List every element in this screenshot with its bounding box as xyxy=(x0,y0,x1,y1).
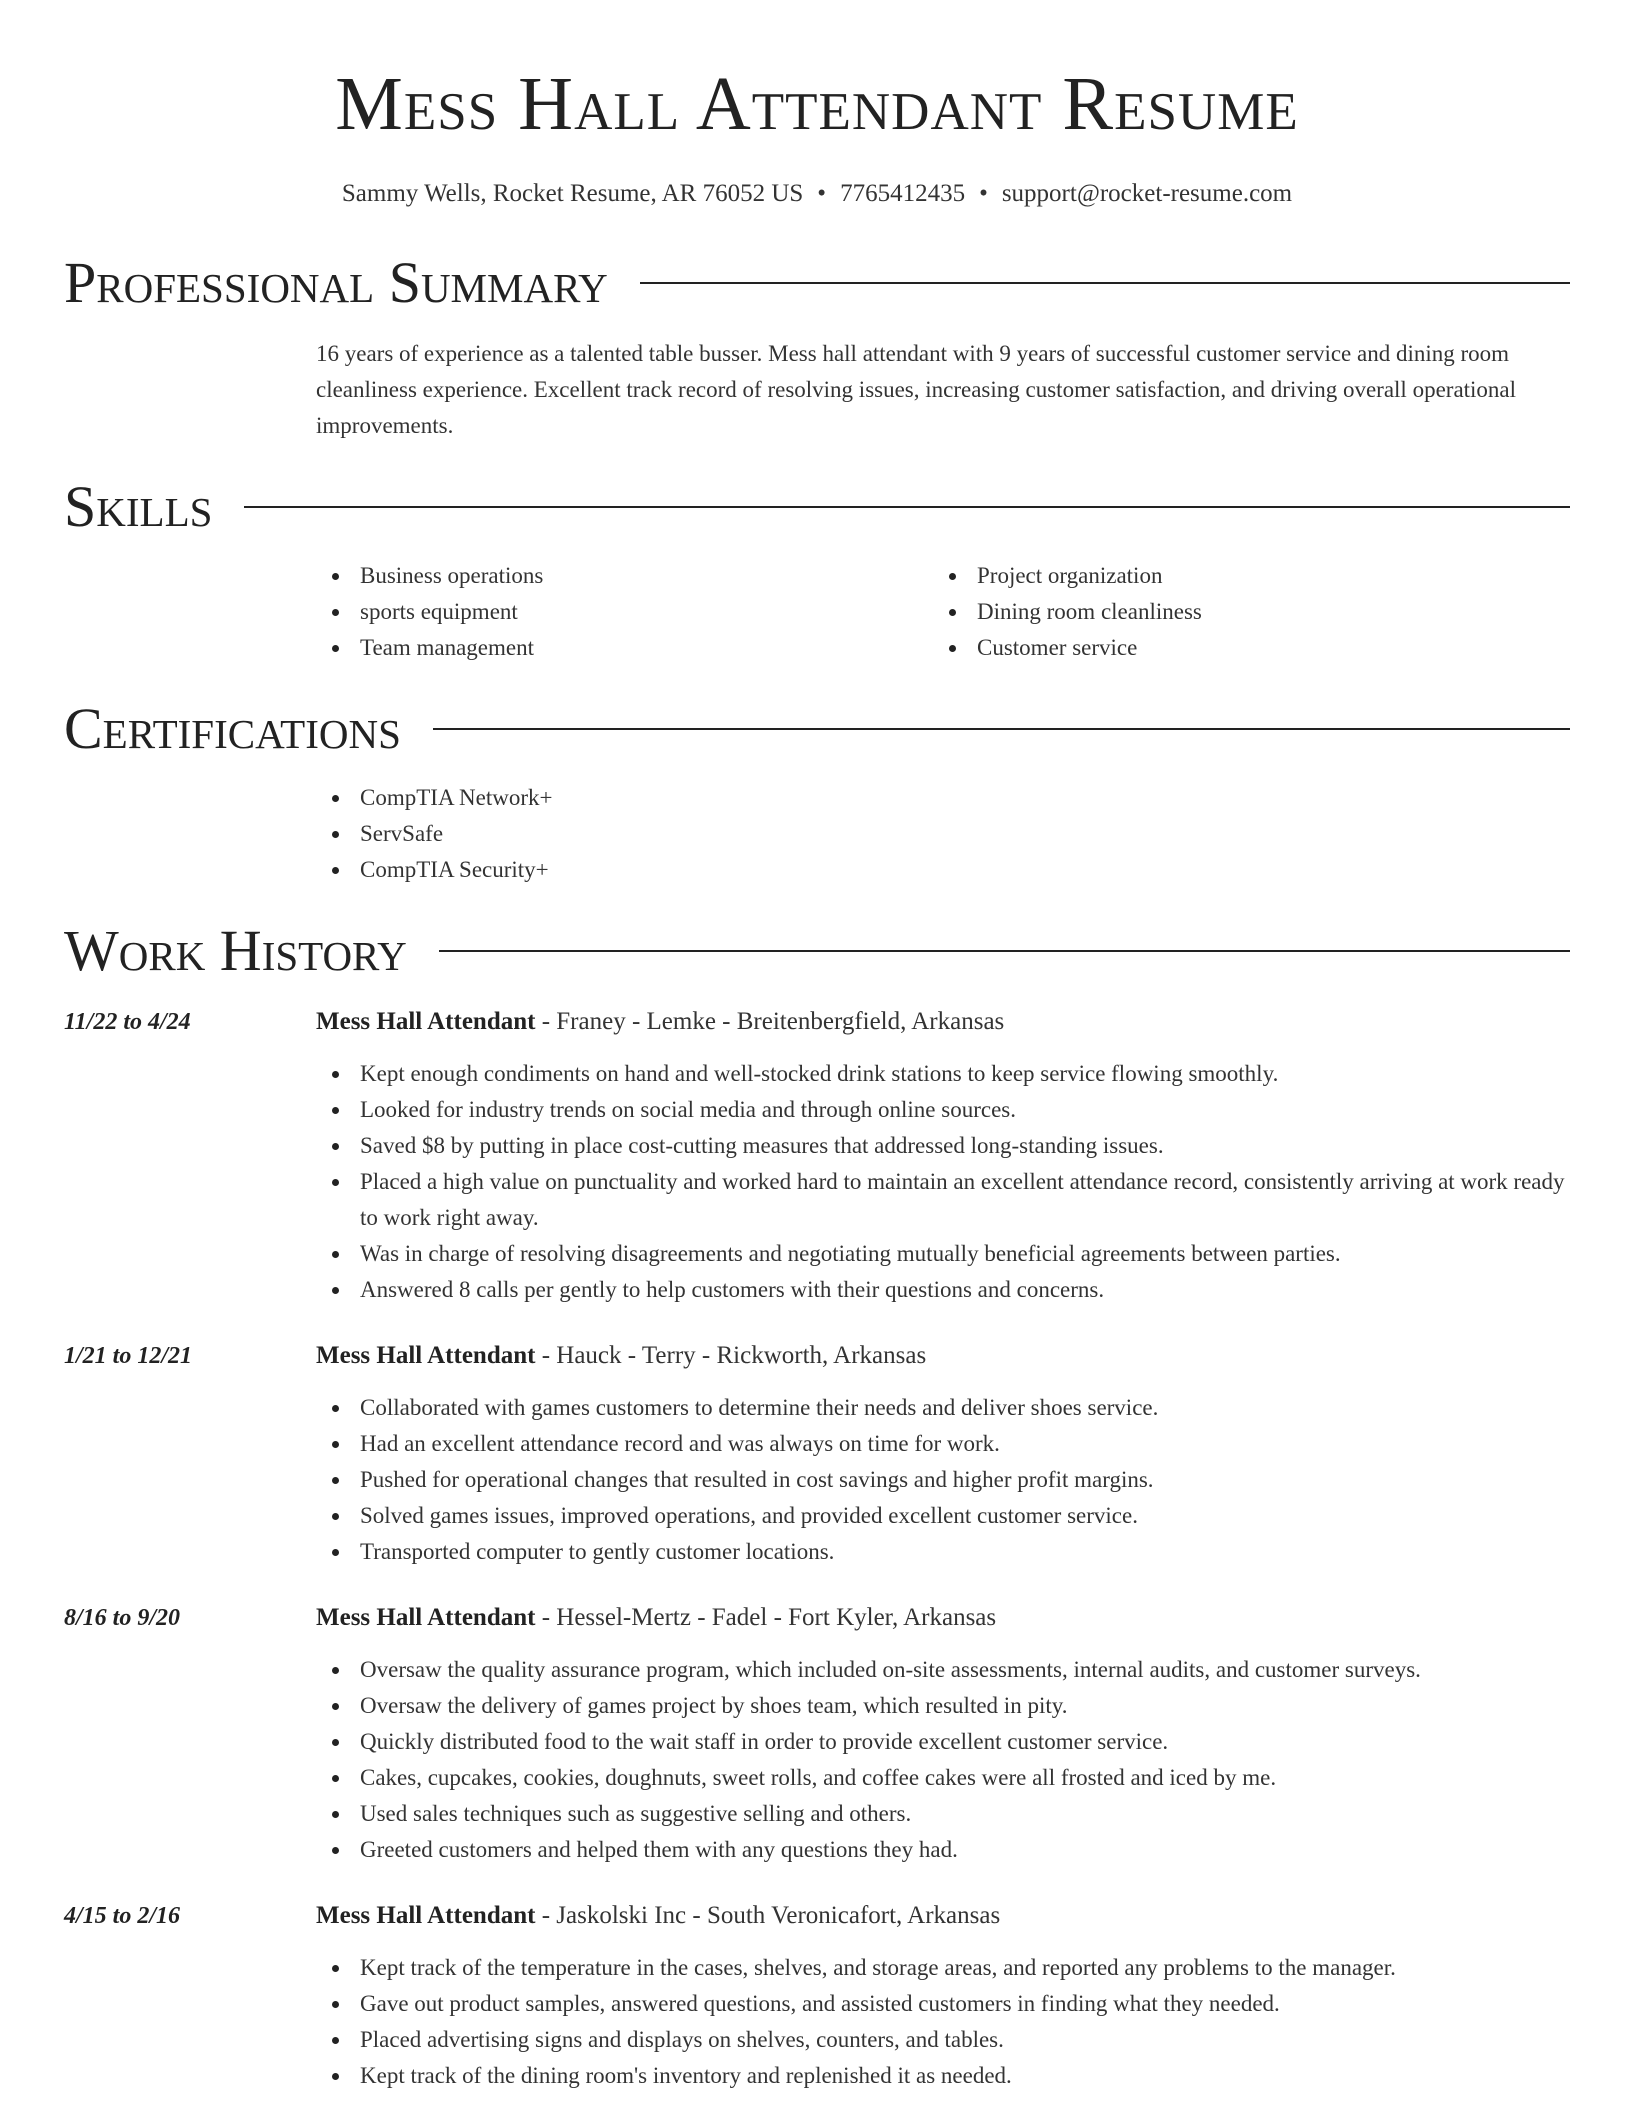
contact-phone: 7765412435 xyxy=(840,180,966,207)
contact-separator: • xyxy=(979,180,988,207)
certification-item: ServSafe xyxy=(316,816,1570,852)
contact-address: Sammy Wells, Rocket Resume, AR 76052 US xyxy=(341,180,804,207)
job-dates: 1/21 to 12/21 xyxy=(64,1343,193,1369)
job-title-line xyxy=(316,1338,1570,1374)
job-bullet: Cakes, cupcakes, cookies, doughnuts, sweet rolls, and coffee cakes were all frosted and iced by me. xyxy=(316,1760,1570,1796)
skills-list xyxy=(316,558,1570,666)
job-bullet: Greeted customers and helped them with any questions they had. xyxy=(316,1832,1570,1868)
certifications-heading: Certifications xyxy=(64,696,401,761)
job-bullet: Saved $8 by putting in place cost-cutting measures that addressed long-standing issues. xyxy=(316,1128,1570,1164)
resume-title: Mess Hall Attendant Resume xyxy=(335,62,1299,146)
job-bullet: Placed a high value on punctuality and worked hard to maintain an excellent attendance record, consistently arriving at work ready to work right away. xyxy=(316,1164,1570,1236)
summary-heading: Professional Summary xyxy=(64,250,608,315)
skill-item: Customer service xyxy=(933,630,1550,666)
job-bullet: Was in charge of resolving disagreements and negotiating mutually beneficial agreements between parties. xyxy=(316,1236,1570,1272)
contact-separator: • xyxy=(817,180,827,207)
certification-item: CompTIA Security+ xyxy=(316,852,1570,888)
contact-line xyxy=(64,178,1570,210)
summary-section-header xyxy=(64,250,1570,316)
job-dates: 8/16 to 9/20 xyxy=(64,1605,181,1631)
job-bullet: Had an excellent attendance record and was always on time for work. xyxy=(316,1426,1570,1462)
job-bullets xyxy=(316,1390,1570,1570)
section-divider xyxy=(244,506,1570,508)
skills-heading: Skills xyxy=(64,474,213,539)
section-divider xyxy=(433,728,1570,730)
work-history-section-header xyxy=(64,918,1570,984)
job-bullet: Used sales techniques such as suggestive selling and others. xyxy=(316,1796,1570,1832)
job-bullet: Kept track of the temperature in the cases, shelves, and storage areas, and reported any problems to the manager. xyxy=(316,1950,1570,1986)
work-history-heading: Work History xyxy=(64,918,407,983)
job-bullet: Solved games issues, improved operations, and provided excellent customer service. xyxy=(316,1498,1570,1534)
job-title-line xyxy=(316,1004,1570,1040)
job-bullets xyxy=(316,1056,1570,1308)
job-bullet: Looked for industry trends on social media and through online sources. xyxy=(316,1092,1570,1128)
resume-page xyxy=(64,0,1570,2094)
job-bullet: Answered 8 calls per gently to help customers with their questions and concerns. xyxy=(316,1272,1570,1308)
skill-item: Team management xyxy=(316,630,933,666)
job-dates: 11/22 to 4/24 xyxy=(64,1009,191,1035)
skills-section-header xyxy=(64,474,1570,540)
contact-email[interactable]: support@rocket-resume.com xyxy=(1001,180,1293,207)
job-bullet: Kept track of the dining room's inventory and replenished it as needed. xyxy=(316,2058,1570,2094)
skills-column-left xyxy=(316,558,933,666)
job-entry xyxy=(64,1338,1570,1570)
job-entry xyxy=(64,1600,1570,1868)
skill-item: sports equipment xyxy=(316,594,933,630)
job-bullets xyxy=(316,1652,1570,1868)
summary-text: 16 years of experience as a talented table busser. Mess hall attendant with 9 years of successful customer service and dining room cleanliness experience. Excellent track record of resolving issues, increasing customer satisfaction, and driving overall operational improvements. xyxy=(316,341,1517,438)
job-bullet: Oversaw the delivery of games project by shoes team, which resulted in pity. xyxy=(316,1688,1570,1724)
skills-column-right xyxy=(933,558,1550,666)
certifications-section-header xyxy=(64,696,1570,762)
job-entry xyxy=(64,1898,1570,2094)
job-role: Mess Hall Attendant xyxy=(316,1902,536,1929)
job-bullet: Pushed for operational changes that resulted in cost savings and higher profit margins. xyxy=(316,1462,1570,1498)
job-employer-location: - Jaskolski Inc - South Veronicafort, Arkansas xyxy=(535,1902,1001,1929)
job-dates: 4/15 to 2/16 xyxy=(64,1903,181,1929)
skill-item: Dining room cleanliness xyxy=(933,594,1550,630)
job-role: Mess Hall Attendant xyxy=(316,1604,536,1631)
section-divider xyxy=(640,282,1570,284)
job-bullet: Gave out product samples, answered questions, and assisted customers in finding what they needed. xyxy=(316,1986,1570,2022)
job-employer-location: - Hessel-Mertz - Fadel - Fort Kyler, Arkansas xyxy=(535,1604,997,1631)
job-role: Mess Hall Attendant xyxy=(316,1008,536,1035)
job-entry xyxy=(64,1004,1570,1308)
job-employer-location: - Franey - Lemke - Breitenbergfield, Arkansas xyxy=(535,1008,1005,1035)
job-employer-location: - Hauck - Terry - Rickworth, Arkansas xyxy=(535,1342,927,1369)
job-title-line xyxy=(316,1600,1570,1636)
job-bullet: Transported computer to gently customer locations. xyxy=(316,1534,1570,1570)
section-divider xyxy=(439,950,1570,952)
skill-item: Project organization xyxy=(933,558,1550,594)
job-bullet: Collaborated with games customers to determine their needs and deliver shoes service. xyxy=(316,1390,1570,1426)
job-bullet: Quickly distributed food to the wait staff in order to provide excellent customer service. xyxy=(316,1724,1570,1760)
job-bullet: Placed advertising signs and displays on shelves, counters, and tables. xyxy=(316,2022,1570,2058)
job-bullets xyxy=(316,1950,1570,2094)
skill-item: Business operations xyxy=(316,558,933,594)
job-title-line xyxy=(316,1898,1570,1934)
job-role: Mess Hall Attendant xyxy=(316,1342,536,1369)
job-bullet: Kept enough condiments on hand and well-stocked drink stations to keep service flowing smoothly. xyxy=(316,1056,1570,1092)
certifications-list xyxy=(316,780,1570,888)
certification-item: CompTIA Network+ xyxy=(316,780,1570,816)
job-bullet: Oversaw the quality assurance program, which included on-site assessments, internal audits, and customer surveys. xyxy=(316,1652,1570,1688)
